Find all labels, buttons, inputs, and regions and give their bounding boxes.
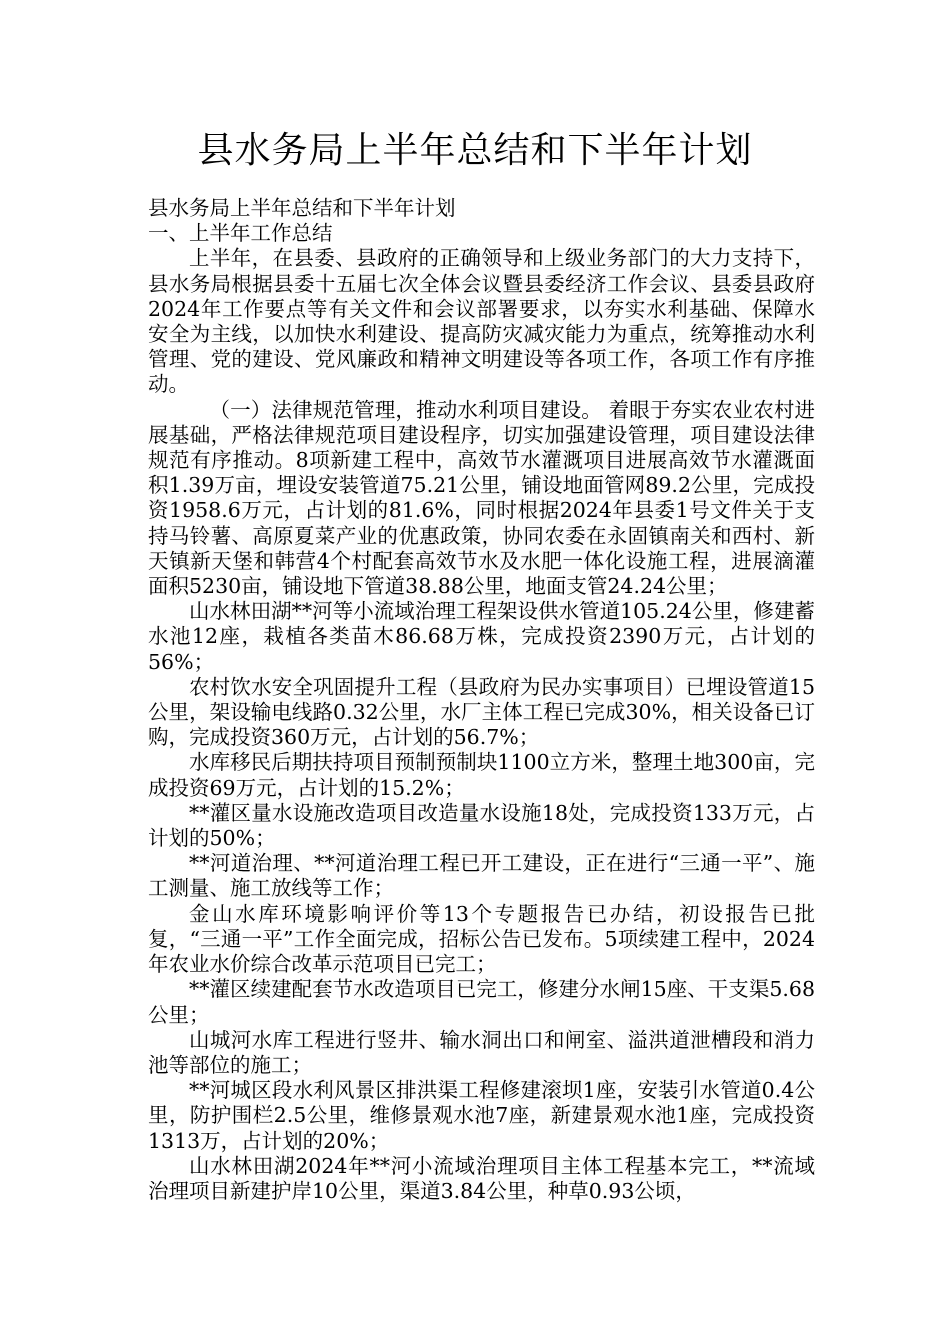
paragraph-item: **灌区续建配套节水改造项目已完工，修建分水闸15座、干支渠5.68公里；	[148, 977, 815, 1027]
paragraph-project-management: （一）法律规范管理，推动水利项目建设。 着眼于夯实农业农村进展基础，严格法律规范项目建设程序，切实加强建设管理，项目建设法律规范有序推动。8项新建工程中，高效节水灌溉项目进展高效节水灌溉面积1.39万亩，埋设安装管道75.21公里，铺设地面管网89.2公里，完成投资1958.6万元，占计划的81.6%，同时根据2024年县委1号文件关于支持马铃薯、高原夏菜产业的优惠政策，协同农委在永固镇南关和西村、新天镇新天堡和韩营4个村配套高效节水及水肥一体化设施工程，进展滴灌面积5230亩，铺设地下管道38.88公里，地面支管24.24公里；	[148, 397, 815, 599]
paragraph-item: **河城区段水利风景区排洪渠工程修建滚坝1座，安装引水管道0.4公里，防护围栏2.5公里，维修景观水池7座，新建景观水池1座，完成投资1313万，占计划的20%；	[148, 1078, 815, 1153]
document-body	[148, 196, 815, 1204]
section-heading: 一、上半年工作总结	[148, 221, 333, 246]
paragraph-item: 山城河水库工程进行竖井、输水洞出口和闸室、溢洪道泄槽段和消力池等部位的施工；	[148, 1027, 815, 1077]
paragraph-item: 水库移民后期扶持项目预制预制块1100立方米，整理土地300亩，完成投资69万元，占计划的15.2%；	[148, 750, 815, 800]
paragraph-item: 山水林田湖2024年**河小流域治理项目主体工程基本完工，**流域治理项目新建护岸10公里，渠道3.84公里，种草0.93公顷，	[148, 1153, 815, 1203]
document-title: 县水务局上半年总结和下半年计划	[197, 130, 753, 171]
paragraph-item: **河道治理、**河道治理工程已开工建设，正在进行“三通一平”、施工测量、施工放线等工作；	[148, 851, 815, 901]
paragraph-item: 农村饮水安全巩固提升工程（县政府为民办实事项目）已埋设管道15公里，架设输电线路0.32公里，水厂主体工程已完成30%，相关设备已订购，完成投资360万元，占计划的56.7%；	[148, 674, 815, 750]
paragraph-item: 金山水库环境影响评价等13个专题报告已办结，初设报告已批复，“三通一平”工作全面完成，招标公告已发布。5项续建工程中，2024年农业水价综合改革示范项目已完工；	[148, 901, 815, 977]
paragraph-intro: 上半年，在县委、县政府的正确领导和上级业务部门的大力支持下，县水务局根据县委十五届七次全体会议暨县委经济工作会议、县委县政府2024年工作要点等有关文件和会议部署要求，以夯实水利基础、保障水安全为主线，以加快水利建设、提高防灾减灾能力为重点，统筹推动水利管理、党的建设、党风廉政和精神文明建设等各项工作，各项工作有序推动。	[148, 246, 815, 397]
document-subtitle: 县水务局上半年总结和下半年计划	[148, 196, 456, 220]
paragraph-item: 山水林田湖**河等小流域治理工程架设供水管道105.24公里，修建蓄水池12座，栽植各类苗木86.68万株，完成投资2390万元，占计划的56%；	[148, 599, 815, 674]
paragraph-item: **灌区量水设施改造项目改造量水设施18处，完成投资133万元，占计划的50%；	[148, 800, 815, 851]
